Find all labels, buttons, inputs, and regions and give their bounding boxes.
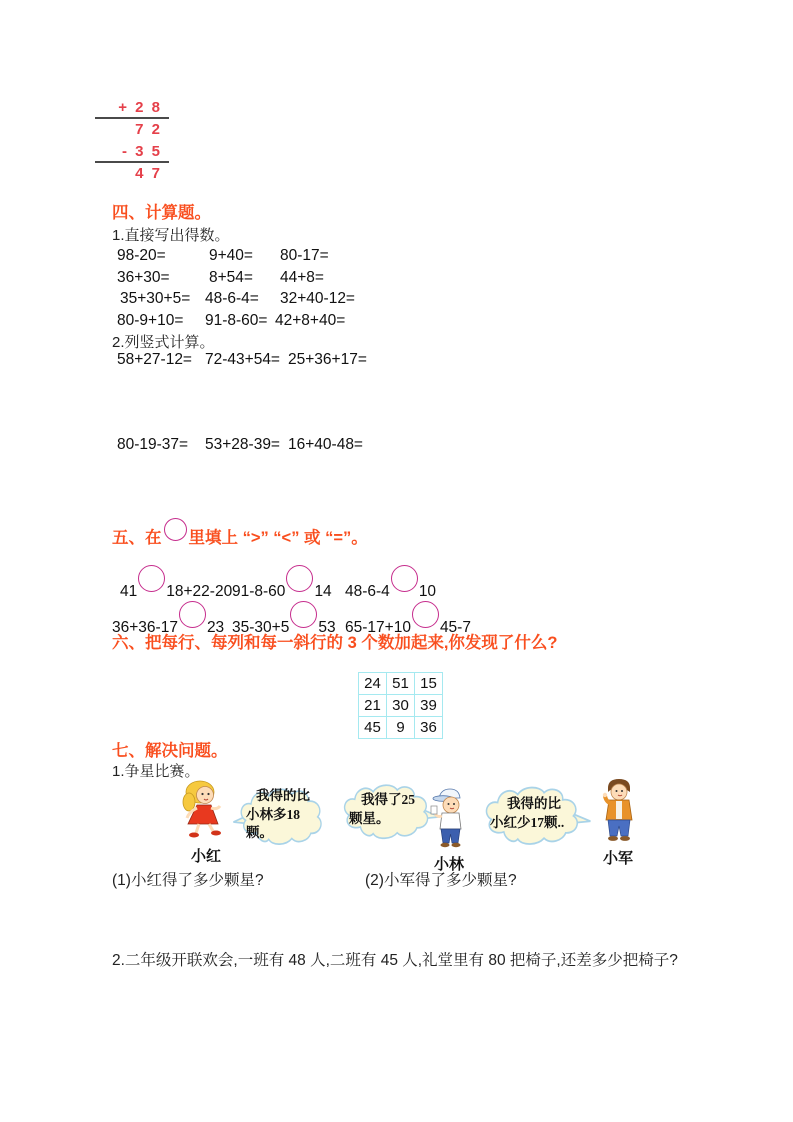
math-problem: 98-20= <box>117 247 166 264</box>
bubble-line: 我得的比 <box>507 796 561 812</box>
math-problem: 80-17= <box>280 247 329 264</box>
answer-circle <box>290 601 317 628</box>
math-problem: 36+30= <box>117 269 170 286</box>
character-xiaohong <box>178 780 234 866</box>
vertical-calc-subtrahend: - 3 5 <box>95 141 169 163</box>
vertical-calc-addend: + 2 8 <box>95 97 169 119</box>
question-2: (2)小军得了多少颗星? <box>365 872 517 889</box>
bubble-line: 小红少17颗.. <box>490 815 565 830</box>
comparison-left: 36+36-17 <box>112 619 178 636</box>
answer-circle <box>391 565 418 592</box>
question-1: (1)小红得了多少颗星? <box>112 872 264 889</box>
math-problem: 32+40-12= <box>280 290 355 307</box>
grid-cell: 45 <box>359 717 387 739</box>
comparison-left: 41 <box>120 583 138 600</box>
comparison-left: 65-17+10 <box>345 619 411 636</box>
section-four-part2-label: 2.列竖式计算。 <box>112 334 215 351</box>
math-problem: 91-8-60= <box>205 312 268 329</box>
section-seven-heading: 七、解决问题。 <box>112 742 228 760</box>
bubble-line: 颗星。 <box>349 811 390 826</box>
xiaolin-illustration <box>424 786 474 848</box>
grid-cell: 36 <box>415 717 443 739</box>
comparison-left: 48-6-4 <box>345 583 390 600</box>
math-problem: 35+30+5= <box>120 290 191 307</box>
section-five-heading <box>112 518 368 548</box>
speech-bubble-xiaohong <box>232 784 334 848</box>
comparison-left: 35-30+5 <box>232 619 290 636</box>
vertical-calc-result: 4 7 <box>135 165 162 182</box>
math-problem: 16+40-48= <box>288 436 363 453</box>
grid-row <box>359 673 443 695</box>
grid-cell: 30 <box>387 695 415 717</box>
comparison-right: 53 <box>318 619 336 636</box>
bubble-line: 我得了25 <box>361 792 415 808</box>
section-four-part1-label: 1.直接写出得数。 <box>112 227 230 244</box>
math-problem: 8+54= <box>209 269 253 286</box>
math-problem: 44+8= <box>280 269 324 286</box>
grid-cell: 51 <box>387 673 415 695</box>
character-xiaolin <box>423 786 475 874</box>
comparison-right: 18+22-20 <box>166 583 233 600</box>
comparison-item <box>345 601 471 637</box>
section-five-heading-prefix: 五、在 <box>112 529 162 547</box>
section-seven-part1-label: 1.争星比赛。 <box>112 763 200 780</box>
grid-row <box>359 695 443 717</box>
comparison-right: 23 <box>206 619 225 636</box>
bubble-line: 小林多18颗。 <box>246 806 300 841</box>
bubble-text <box>240 787 326 841</box>
character-xiaojun <box>590 776 646 868</box>
section-seven-part2-problem: 2.二年级开联欢会,一班有 48 人,二班有 45 人,礼堂里有 80 把椅子,还差多少把椅子? <box>112 952 678 969</box>
comparison-item <box>232 601 336 637</box>
number-grid <box>358 672 443 739</box>
star-contest-illustration <box>170 776 680 872</box>
vertical-calculation <box>95 97 169 185</box>
section-four-heading: 四、计算题。 <box>112 204 211 222</box>
answer-circle <box>179 601 206 628</box>
grid-cell: 24 <box>359 673 387 695</box>
comparison-right: 10 <box>418 583 437 600</box>
comparison-item <box>345 565 436 601</box>
math-problem: 42+8+40= <box>275 312 346 329</box>
math-problem: 25+36+17= <box>288 351 367 368</box>
section-six-heading: 六、把每行、每列和每一斜行的 3 个数加起来,你发现了什么? <box>112 634 558 652</box>
speech-bubble-xiaojun <box>476 782 592 848</box>
bubble-text <box>343 786 433 834</box>
answer-circle <box>286 565 313 592</box>
math-problem: 53+28-39= <box>205 436 280 453</box>
math-problem: 80-19-37= <box>117 436 189 453</box>
bubble-text <box>484 788 584 840</box>
vertical-calc-sum: 7 2 <box>135 121 162 138</box>
character-name-label: 小军 <box>602 850 633 867</box>
xiaojun-illustration <box>592 776 644 842</box>
character-name-label: 小林 <box>433 856 464 873</box>
comparison-right: 45-7 <box>439 619 471 636</box>
grid-cell: 9 <box>387 717 415 739</box>
grid-cell: 15 <box>415 673 443 695</box>
section-five-heading-suffix: 里填上 “>” “<” 或 “=”。 <box>188 529 368 547</box>
math-problem: 72-43+54= <box>205 351 280 368</box>
bubble-line: 我得的比 <box>256 787 310 803</box>
fill-in-circle-icon <box>164 518 187 541</box>
comparison-left: 91-8-60 <box>232 583 286 600</box>
answer-circle <box>138 565 165 592</box>
math-problem: 58+27-12= <box>117 351 192 368</box>
grid-row <box>359 717 443 739</box>
character-name-label: 小红 <box>190 848 221 865</box>
math-problem: 80-9+10= <box>117 312 184 329</box>
xiaohong-illustration <box>179 780 233 840</box>
grid-cell: 21 <box>359 695 387 717</box>
grid-cell: 39 <box>415 695 443 717</box>
comparison-item <box>112 601 224 637</box>
math-problem: 48-6-4= <box>205 290 259 307</box>
comparison-item <box>232 565 332 601</box>
comparison-right: 14 <box>314 583 332 600</box>
answer-circle <box>412 601 439 628</box>
math-problem: 9+40= <box>209 247 253 264</box>
comparison-item <box>120 565 232 601</box>
